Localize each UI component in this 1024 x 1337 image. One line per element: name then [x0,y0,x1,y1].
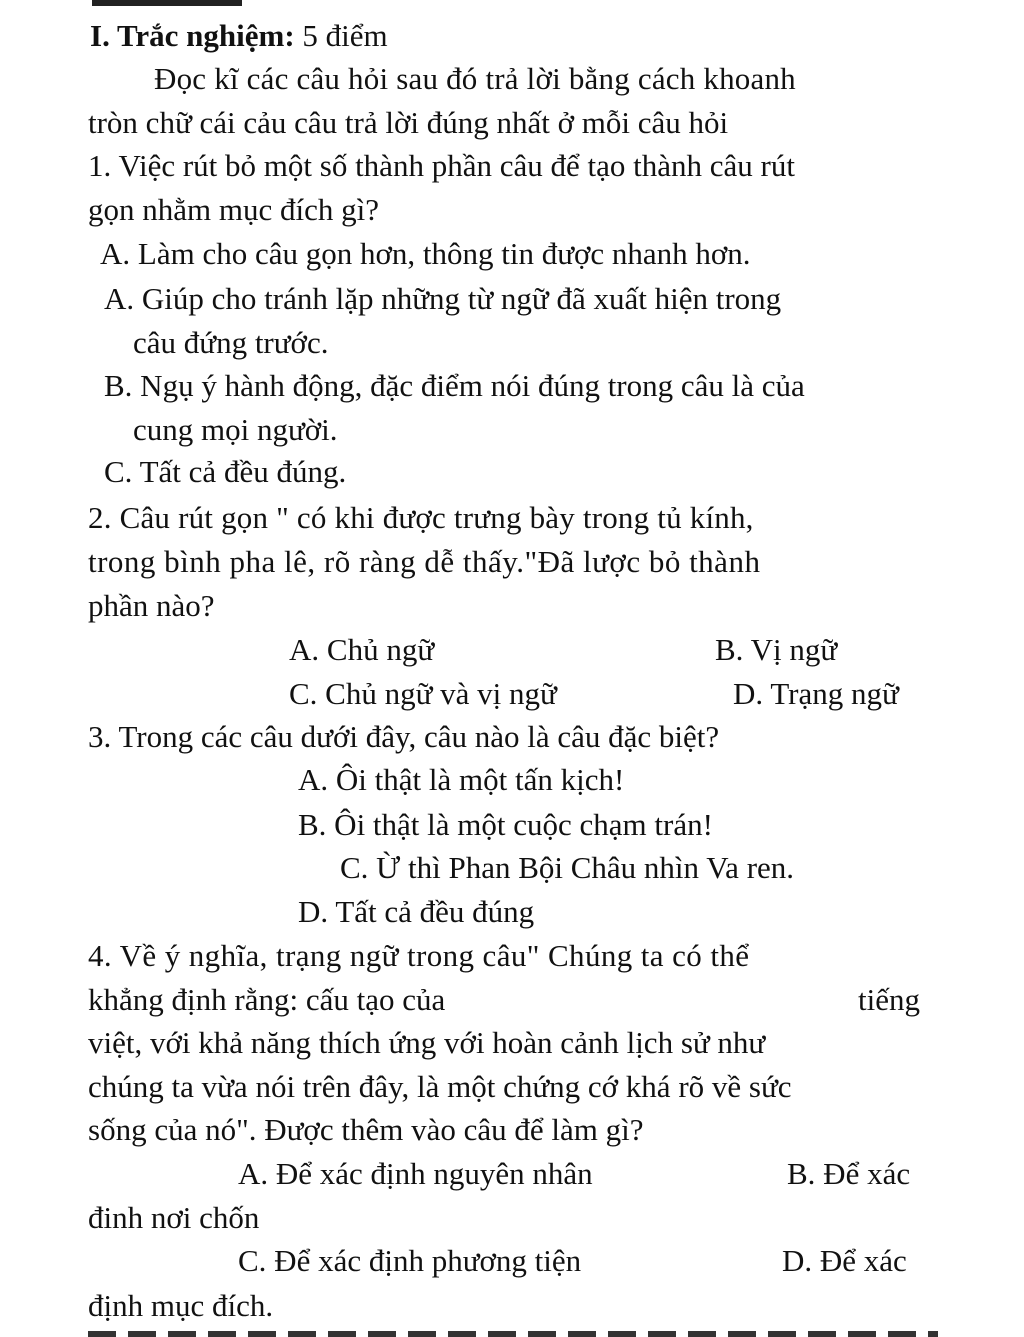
question-2-option-c: C. Chủ ngữ và vị ngữ [289,676,557,711]
question-2-option-d: D. Trạng ngữ [733,676,899,711]
question-4-line-2-left: khẳng định rằng: cấu tạo của [88,982,446,1017]
question-3-option-d: D. Tất cả đều đúng [298,894,535,929]
section-heading-label: I. Trắc nghiệm: [90,18,295,53]
question-4-line-5: sống của nó". Được thêm vào câu để làm gì? [88,1112,644,1147]
section-heading-points: 5 điểm [294,18,388,53]
section-heading [90,20,388,51]
question-4-option-c: C. Để xác định phương tiện [238,1243,582,1278]
question-1-option-c: C. Tất cả đều đúng. [104,454,347,489]
question-1-option-a2-line-1: A. Giúp cho tránh lặp những từ ngữ đã xuất hiện trong [104,281,782,316]
question-2-option-b: B. Vị ngữ [715,632,838,667]
question-1-option-b-line-1: B. Ngụ ý hành động, đặc điểm nói đúng trong câu là của [104,368,805,403]
question-1-option-a: A. Làm cho câu gọn hơn, thông tin được nhanh hơn. [100,236,751,271]
question-4-line-3: việt, với khả năng thích ứng với hoàn cảnh lịch sử như [88,1025,766,1060]
question-2-option-a: A. Chủ ngữ [289,632,435,667]
question-4-option-d-continued: định mục đích. [88,1288,274,1323]
question-3-line-1: 3. Trong các câu dưới đây, câu nào là câu đặc biệt? [88,719,720,754]
question-4-option-b: B. Để xác [787,1156,911,1191]
question-3-option-c: C. Ừ thì Phan Bội Châu nhìn Va ren. [340,850,795,885]
question-4-option-b-continued: đinh nơi chốn [88,1200,260,1235]
question-1-option-a2-line-2: câu đứng trước. [133,325,329,360]
instruction-line-1: Đọc kĩ các câu hỏi sau đó trả lời bằng cách khoanh [154,61,796,96]
question-4-option-d: D. Để xác [782,1243,907,1278]
question-2-line-1: 2. Câu rút gọn " có khi được trưng bày trong tủ kính, [88,500,754,535]
question-2-line-2: trong bình pha lê, rõ ràng dễ thấy."Đã lược bỏ thành [88,544,761,579]
question-3-option-a: A. Ôi thật là một tấn kịch! [298,762,625,797]
cropped-top-text [92,0,242,6]
question-2-line-3: phần nào? [88,588,215,623]
instruction-line-2: tròn chữ cái cảu câu trả lời đúng nhất ở mỗi câu hỏi [88,105,729,140]
question-4-line-4: chúng ta vừa nói trên đây, là một chứng cớ khá rõ về sức [88,1069,792,1104]
question-1-line-2: gọn nhằm mục đích gì? [88,192,379,227]
question-4-line-2-right: tiếng [858,982,920,1017]
question-4-line-1: 4. Về ý nghĩa, trạng ngữ trong câu" Chúng ta có thể [88,938,750,973]
question-1-option-b-line-2: cung mọi người. [133,412,338,447]
question-3-option-b: B. Ôi thật là một cuộc chạm trán! [298,807,713,842]
cropped-bottom-text [88,1331,938,1337]
question-4-option-a: A. Để xác định nguyên nhân [238,1156,593,1191]
question-1-line-1: 1. Việc rút bỏ một số thành phần câu để tạo thành câu rút [88,148,795,183]
